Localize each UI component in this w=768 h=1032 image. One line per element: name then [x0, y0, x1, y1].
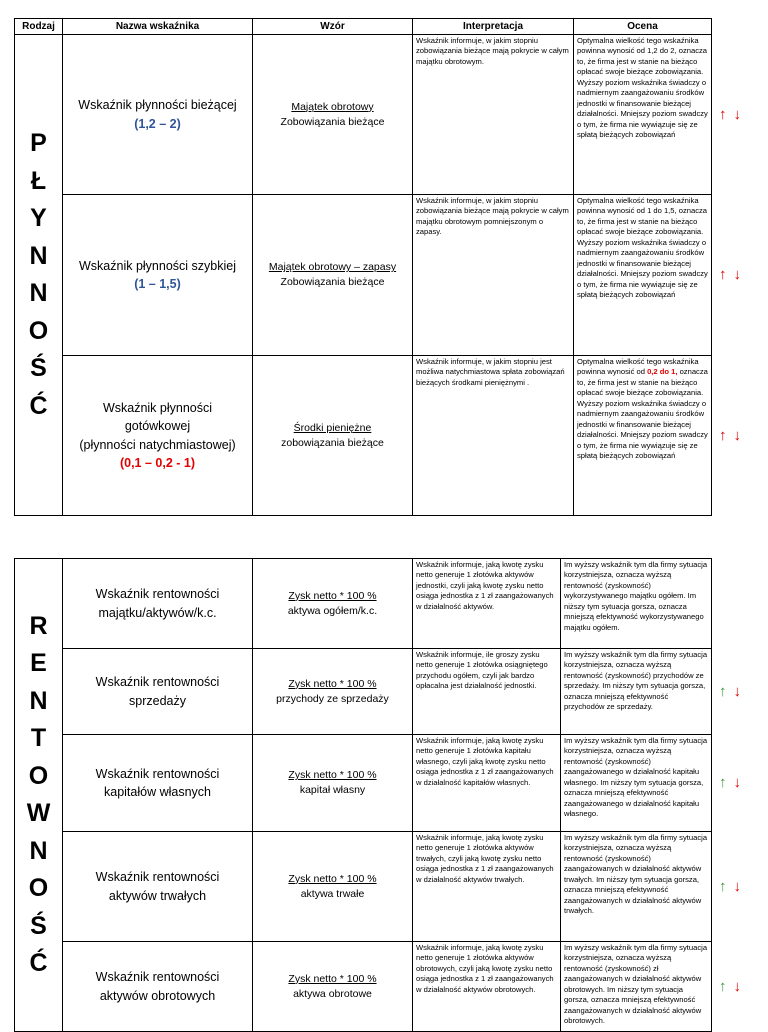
trend-arrows	[712, 649, 759, 735]
evaluation-part: oznacza to, że firma jest w stanie na bieżąco opłacać swoje bieżące zobowiązania. Wyższy poziom wskaźnika świadczy o nadmiernym zaangażowaniu środków jednostki w finansowanie bieżącej działalności. Mniejszy poziom swadczy o tym, że firma nie wywiązuje się ze spłatą bieżących zobowiązań	[577, 367, 708, 461]
trend-arrows	[712, 832, 759, 942]
trend-arrows	[712, 735, 759, 832]
kind-letter: T	[30, 724, 47, 752]
formula-denominator: aktywa obrotowe	[293, 987, 372, 1000]
indicator-name-line: Wskaźnik rentowności	[95, 766, 220, 781]
header-row	[15, 19, 759, 35]
formula	[253, 195, 413, 356]
interpretation-text: Wskaźnik informuje, w jakim stopniu jest możliwa natychmiastowa spłata zobowiązań bieżących środkami pieniężnymi .	[413, 356, 574, 516]
evaluation-text	[574, 195, 712, 356]
indicator-name	[63, 559, 253, 649]
indicator-name	[63, 942, 253, 1032]
interpretation-text: Wskaźnik informuje, jaką kwotę zysku netto generuje 1 złotówka kapitału własnego, czyli jaką kwotę zysku netto osiąga jednostka z 1 zł zaangażowanych w działalność kapitałów własnych.	[413, 735, 561, 832]
indicator-name	[63, 832, 253, 942]
indicator-name	[63, 356, 253, 516]
liquidity-table	[14, 18, 759, 516]
indicator-range: (1,2 – 2)	[134, 116, 181, 131]
indicator-name	[63, 35, 253, 195]
arrow-down-icon: ↓	[733, 977, 741, 995]
formula	[253, 735, 413, 832]
evaluation-part: Optymalna wielkość tego wskaźnika powinna wynosić od 1,2 do 2,	[577, 36, 699, 56]
formula-numerator: Środki pieniężne	[293, 421, 372, 434]
table-row	[15, 942, 759, 1032]
formula-denominator: aktywa trwałe	[300, 887, 365, 900]
formula-numerator: Zysk netto * 100 %	[288, 872, 377, 885]
kind-letter: Ć	[29, 949, 48, 977]
evaluation-text: Im wyższy wskaźnik tym dla firmy sytuacja korzystniejsza, oznacza wyższą rentowność (zyskowność) wykorzystywanego majątku ogółem. Im niższy tym sytuacja gorsza, oznacza mniejszą efektywność wykorzystywanego majątku ogółem.	[561, 559, 712, 649]
formula	[253, 559, 413, 649]
table-row	[15, 735, 759, 832]
profitability-table	[14, 558, 759, 1032]
arrow-down-icon: ↓	[733, 266, 741, 283]
interpretation-text: Wskaźnik informuje, jaką kwotę zysku netto generuje 1 złotówka aktywów trwałych, czyli jaką kwotę zysku netto osiąga jednostka z 1 zł zaangażowanych w działalność aktywów trwałych.	[413, 832, 561, 942]
formula-denominator: kapitał własny	[299, 784, 366, 796]
evaluation-text: Im wyższy wskaźnik tym dla firmy sytuacja korzystniejsza, oznacza wyższą rentowność (zyskowność) zaangażowanych w działalność aktywów trwałych. Im niższy tym sytuacja gorsza, oznacza mniejszą efektywność zaangażowanych w działalność aktywów trwałych.	[561, 832, 712, 942]
formula	[253, 649, 413, 735]
arrow-down-icon: ↓	[733, 877, 741, 895]
evaluation-text: Im wyższy wskaźnik tym dla firmy sytuacja korzystniejsza, oznacza wyższą rentowność (zyskowność) przychodów ze sprzedaży. Im niższy tym sytuacja gorsza, oznacza mniejszą efektywność przychodów ze sprzedaży.	[561, 649, 712, 735]
formula-numerator: Majątek obrotowy	[291, 100, 374, 113]
arrow-down-icon: ↓	[733, 426, 741, 444]
kind-letter: N	[29, 836, 48, 865]
kind-letter: R	[29, 611, 48, 640]
table-row	[15, 195, 759, 356]
kind-letter: Ć	[29, 391, 48, 420]
evaluation-part: Optymalna wielkość tego wskaźnika powinna wynosić od 1 do 1,5,	[577, 196, 699, 216]
kind-letter: Ł	[30, 166, 47, 195]
indicator-name-line: sprzedaży	[129, 693, 186, 708]
evaluation-text	[574, 356, 712, 516]
header-formula: Wzór	[253, 19, 413, 35]
arrow-down-icon: ↓	[733, 105, 741, 123]
arrow-up-icon: ↑	[719, 105, 727, 123]
kind-letter: Ś	[30, 354, 47, 382]
indicator-name-line: Wskaźnik płynności szybkiej	[79, 258, 236, 273]
indicator-range: (1 – 1,5)	[134, 277, 181, 291]
kind-letter: Ś	[30, 911, 47, 940]
formula	[253, 942, 413, 1032]
formula-numerator: Zysk netto * 100 %	[288, 972, 377, 985]
kind-letter: N	[29, 279, 48, 307]
header-name: Nazwa wskaźnika	[63, 19, 253, 35]
kind-letter: Y	[30, 204, 47, 232]
indicator-name-line: (płynności natychmiastowej)	[79, 437, 236, 452]
kind-letter: E	[30, 649, 47, 677]
header-evaluation: Ocena	[574, 19, 712, 35]
interpretation-text: Wskaźnik informuje, w jakim stopniu zobowiązania bieżące mają pokrycie w całym majątku obrotowym pomniejszonym o zapasy.	[413, 195, 574, 356]
table-row	[15, 832, 759, 942]
table-row	[15, 649, 759, 735]
formula-numerator: Majątek obrotowy – zapasy	[268, 261, 397, 274]
formula-denominator: aktywa ogółem/k.c.	[287, 604, 378, 617]
formula-denominator: zobowiązania bieżące	[281, 436, 384, 449]
formula-denominator: Zobowiązania bieżące	[280, 115, 385, 128]
formula-denominator: przychody ze sprzedaży	[276, 692, 389, 705]
formula-numerator: Zysk netto * 100 %	[288, 677, 377, 690]
table-row	[15, 35, 759, 195]
formula	[253, 35, 413, 195]
kind-cell-liquidity	[15, 35, 63, 516]
interpretation-text: Wskaźnik informuje, jaką kwotę zysku netto generuje 1 złotówka aktywów obrotowych, czyli jaką kwotę zysku netto osiąga jednostka z 1 zł zaangażowanych w działalność aktywów obrotowych.	[413, 942, 561, 1032]
indicator-name	[63, 195, 253, 356]
arrow-up-icon: ↑	[719, 426, 727, 444]
formula	[253, 356, 413, 516]
arrow-up-icon: ↑	[719, 266, 727, 283]
indicator-name-line: majątku/aktywów/k.c.	[98, 605, 217, 620]
formula	[253, 832, 413, 942]
header-kind: Rodzaj	[15, 19, 63, 35]
kind-cell-profitability	[15, 559, 63, 1032]
arrow-up-icon: ↑	[719, 682, 727, 700]
kind-letter: N	[29, 241, 48, 270]
header-interpretation: Interpretacja	[413, 19, 574, 35]
trend-arrows	[712, 35, 759, 195]
header-arrow-spacer	[712, 19, 759, 35]
kind-letter: P	[30, 129, 47, 157]
indicator-name-line: aktywów trwałych	[108, 888, 207, 903]
evaluation-part: Optymalna wielkość tego wskaźnika powinna wynosić od	[577, 357, 699, 377]
trend-arrows	[712, 195, 759, 356]
kind-letter: O	[28, 316, 49, 345]
indicator-name-line: kapitałów własnych	[104, 785, 211, 799]
indicator-name	[63, 735, 253, 832]
indicator-name-line: Wskaźnik płynności bieżącej	[78, 98, 237, 113]
trend-arrows	[712, 559, 759, 649]
formula-numerator: Zysk netto * 100 %	[288, 589, 377, 602]
evaluation-text: Im wyższy wskaźnik tym dla firmy sytuacja korzystniejsza, oznacza wyższą rentowność (zyskowność) zł zaangażowanych w działalność aktywów obrotowych. Im niższy tym sytuacja gorsza, oznacza mniejszą efektywność zaangażowanych w działalność aktywów obrotowych.	[561, 942, 712, 1032]
kind-letter: O	[28, 874, 49, 902]
kind-letter: N	[29, 686, 48, 715]
arrow-up-icon: ↑	[719, 774, 727, 791]
indicator-name-line: Wskaźnik rentowności	[95, 675, 220, 690]
arrow-down-icon: ↓	[733, 682, 741, 700]
formula-denominator: Zobowiązania bieżące	[280, 276, 385, 288]
arrow-up-icon: ↑	[719, 977, 727, 995]
evaluation-part: oznacza to, że firma jest w stanie na bieżąco opłacać swoje bieżące zobowiązania. Wyższy poziom wskaźnika świadczy o nadmiernym zaangażowaniu środków jednostki w finansowanie bieżącej działalności. Mniejszy poziom swadczy o tym, że firma nie wywiązuje się ze spłatą bieżących zobowiązań	[577, 206, 708, 300]
indicator-name-line: Wskaźnik rentowności	[95, 870, 220, 885]
table-row	[15, 559, 759, 649]
indicator-name-line: Wskaźnik rentowności	[95, 970, 220, 985]
table-row	[15, 356, 759, 516]
evaluation-highlight: 0,2 do 1,	[647, 367, 678, 377]
kind-letter: O	[28, 761, 49, 790]
indicator-name-line: gotówkowej	[124, 419, 191, 434]
evaluation-text: Im wyższy wskaźnik tym dla firmy sytuacja korzystniejsza, oznacza wyższą rentowność (zyskowność) zaangażowanego w działalność kapitału własnego. Im niższy tym sytuacja gorsza, oznacza mniejszą efektywność zaangażowanego w działalność kapitału własnego.	[561, 735, 712, 832]
evaluation-part: oznacza to, że firma jest w stanie na bieżąco opłacać swoje bieżące zobowiązania. Wyższy poziom wskaźnika świadczy o nadmiernym zaangażowaniu środków jednostki w finansowanie bieżącej działalności. Mniejszy poziom swadczy o tym, że firma nie wywiązuje się ze spłatą bieżących zobowiązań	[577, 46, 708, 140]
arrow-down-icon: ↓	[733, 774, 741, 791]
indicator-name-line: aktywów obrotowych	[99, 988, 216, 1003]
indicator-name-line: Wskaźnik rentowności	[95, 587, 220, 602]
indicator-name	[63, 649, 253, 735]
formula-numerator: Zysk netto * 100 %	[288, 769, 377, 782]
interpretation-text: Wskaźnik informuje, ile groszy zysku netto generuje 1 złotówka osiągniętego przychodu ogółem, czyli jak bardzo opłacalna jest działalność jednostki.	[413, 649, 561, 735]
interpretation-text: Wskaźnik informuje, w jakim stopniu zobowiązania bieżące mają pokrycie w całym majątku obrotowym.	[413, 35, 574, 195]
interpretation-text: Wskaźnik informuje, jaką kwotę zysku netto generuje 1 złotówka aktywów jednostki, czyli jaką kwotę zysku netto osiąga jednostka z 1 zł zaangażowanych w działalność aktywów.	[413, 559, 561, 649]
evaluation-text	[574, 35, 712, 195]
arrow-up-icon: ↑	[719, 877, 727, 895]
kind-letter: W	[26, 799, 51, 827]
indicator-range: (0,1 – 0,2 - 1)	[119, 455, 196, 470]
trend-arrows	[712, 942, 759, 1032]
indicator-name-line: Wskaźnik płynności	[102, 401, 213, 416]
trend-arrows	[712, 356, 759, 516]
